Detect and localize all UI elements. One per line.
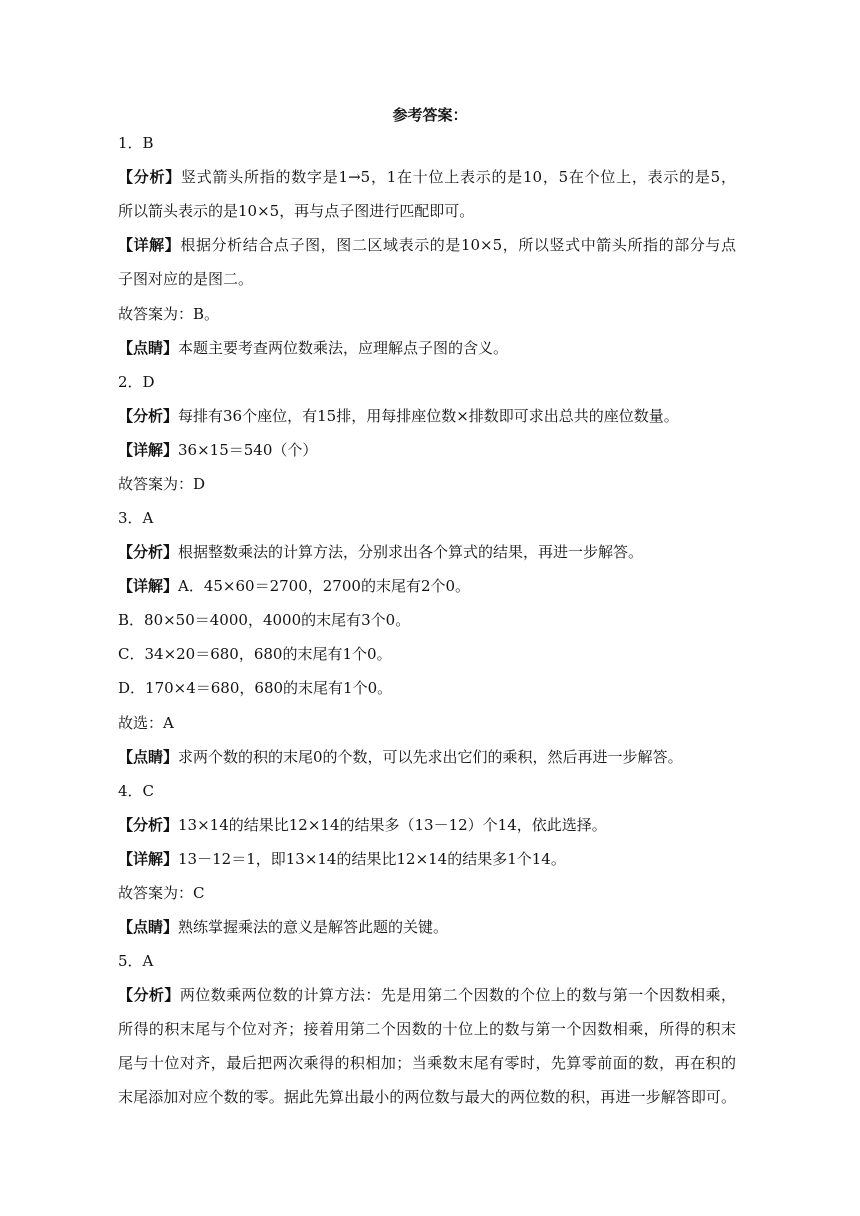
text-line bbox=[118, 542, 643, 562]
text-line bbox=[118, 815, 607, 835]
line-text: 3．A bbox=[118, 509, 154, 527]
text-line bbox=[118, 678, 392, 698]
text-line bbox=[118, 713, 174, 733]
section-tag: 【点睛】 bbox=[118, 339, 179, 357]
section-tag: 【点睛】 bbox=[118, 748, 179, 766]
text-line bbox=[118, 235, 736, 255]
text-line bbox=[118, 440, 317, 460]
section-tag: 【分析】 bbox=[118, 543, 179, 561]
text-line bbox=[118, 917, 448, 937]
line-text: 子图对应的是图二。 bbox=[118, 270, 254, 288]
line-text: 4．C bbox=[118, 782, 155, 800]
line-text: D．170×4＝680，680的末尾有1个0。 bbox=[118, 679, 393, 697]
line-text: 所得的积末尾与个位对齐；接着用第二个因数的十位上的数与第一个因数相乘，所得的积末 bbox=[118, 1020, 736, 1038]
text-line bbox=[118, 133, 154, 153]
line-text: 求两个数的积的末尾0的个数，可以先求出它们的乘积，然后再进一步解答。 bbox=[178, 748, 683, 766]
line-text: 13－12＝1，即13×14的结果比12×14的结果多1个14。 bbox=[178, 850, 566, 868]
line-text: 末尾添加对应个数的零。据此先算出最小的两位数与最大的两位数的积，再进一步解答即可。 bbox=[118, 1088, 736, 1106]
text-line bbox=[118, 644, 392, 664]
line-text: 故答案为：B。 bbox=[118, 305, 220, 323]
text-line bbox=[118, 747, 683, 767]
text-line bbox=[118, 1019, 736, 1039]
section-tag: 【分析】 bbox=[118, 986, 180, 1004]
section-tag: 【详解】 bbox=[118, 441, 179, 459]
text-line bbox=[118, 1087, 736, 1107]
section-tag: 【详解】 bbox=[118, 577, 179, 595]
section-tag: 【详解】 bbox=[118, 850, 179, 868]
section-tag: 【分析】 bbox=[118, 168, 182, 186]
text-line bbox=[118, 201, 474, 221]
line-text: 本题主要考查两位数乘法，应理解点子图的含义。 bbox=[178, 339, 509, 357]
text-line bbox=[118, 576, 470, 596]
line-text: 故答案为：C bbox=[118, 884, 205, 902]
line-text: 故答案为：D bbox=[118, 475, 206, 493]
text-line bbox=[118, 167, 736, 187]
text-line bbox=[118, 269, 253, 289]
line-text: 13×14的结果比12×14的结果多（13－12）个14，依此选择。 bbox=[178, 816, 607, 834]
line-text: 每排有36个座位，有15排，用每排座位数×排数即可求出总共的座位数量。 bbox=[178, 407, 679, 425]
text-line bbox=[118, 951, 153, 971]
text-line bbox=[118, 883, 204, 903]
text-line bbox=[118, 1053, 736, 1073]
line-text: B．80×50＝4000，4000的末尾有3个0。 bbox=[118, 611, 411, 629]
text-line bbox=[118, 338, 508, 358]
section-tag: 【分析】 bbox=[118, 407, 179, 425]
text-line bbox=[118, 406, 679, 426]
line-text: 所以箭头表示的是10×5，再与点子图进行匹配即可。 bbox=[118, 202, 475, 220]
text-line bbox=[118, 508, 153, 528]
line-text: 竖式箭头所指的数字是1→5，1在十位上表示的是10，5在个位上，表示的是5， bbox=[181, 168, 736, 186]
line-text: 根据整数乘法的计算方法，分别求出各个算式的结果，再进一步解答。 bbox=[178, 543, 644, 561]
text-line bbox=[118, 985, 736, 1005]
text-line bbox=[118, 372, 155, 392]
line-text: 尾与十位对齐，最后把两次乘得的积相加；当乘数末尾有零时，先算零前面的数，再在积的 bbox=[118, 1054, 736, 1072]
line-text: 36×15＝540（个） bbox=[178, 441, 318, 459]
line-text: 5．A bbox=[118, 952, 154, 970]
text-line bbox=[118, 849, 566, 869]
line-text: 1．B bbox=[118, 134, 154, 152]
line-text: 两位数乘两位数的计算方法：先是用第二个因数的个位上的数与第一个因数相乘， bbox=[179, 986, 736, 1004]
text-line bbox=[118, 610, 410, 630]
text-line bbox=[118, 474, 205, 494]
section-tag: 【详解】 bbox=[118, 236, 181, 254]
line-text: 故选：A bbox=[118, 714, 174, 732]
line-text: C．34×20＝680，680的末尾有1个0。 bbox=[118, 645, 392, 663]
text-line bbox=[118, 781, 154, 801]
line-text: A．45×60＝2700，2700的末尾有2个0。 bbox=[178, 577, 471, 595]
section-tag: 【点睛】 bbox=[118, 918, 179, 936]
line-text: 根据分析结合点子图，图二区域表示的是10×5，所以竖式中箭头所指的部分与点 bbox=[180, 236, 736, 254]
text-line bbox=[118, 304, 219, 324]
section-tag: 【分析】 bbox=[118, 816, 179, 834]
page-title: 参考答案： bbox=[392, 106, 468, 124]
line-text: 2．D bbox=[118, 373, 155, 391]
line-text: 熟练掌握乘法的意义是解答此题的关键。 bbox=[178, 918, 449, 936]
